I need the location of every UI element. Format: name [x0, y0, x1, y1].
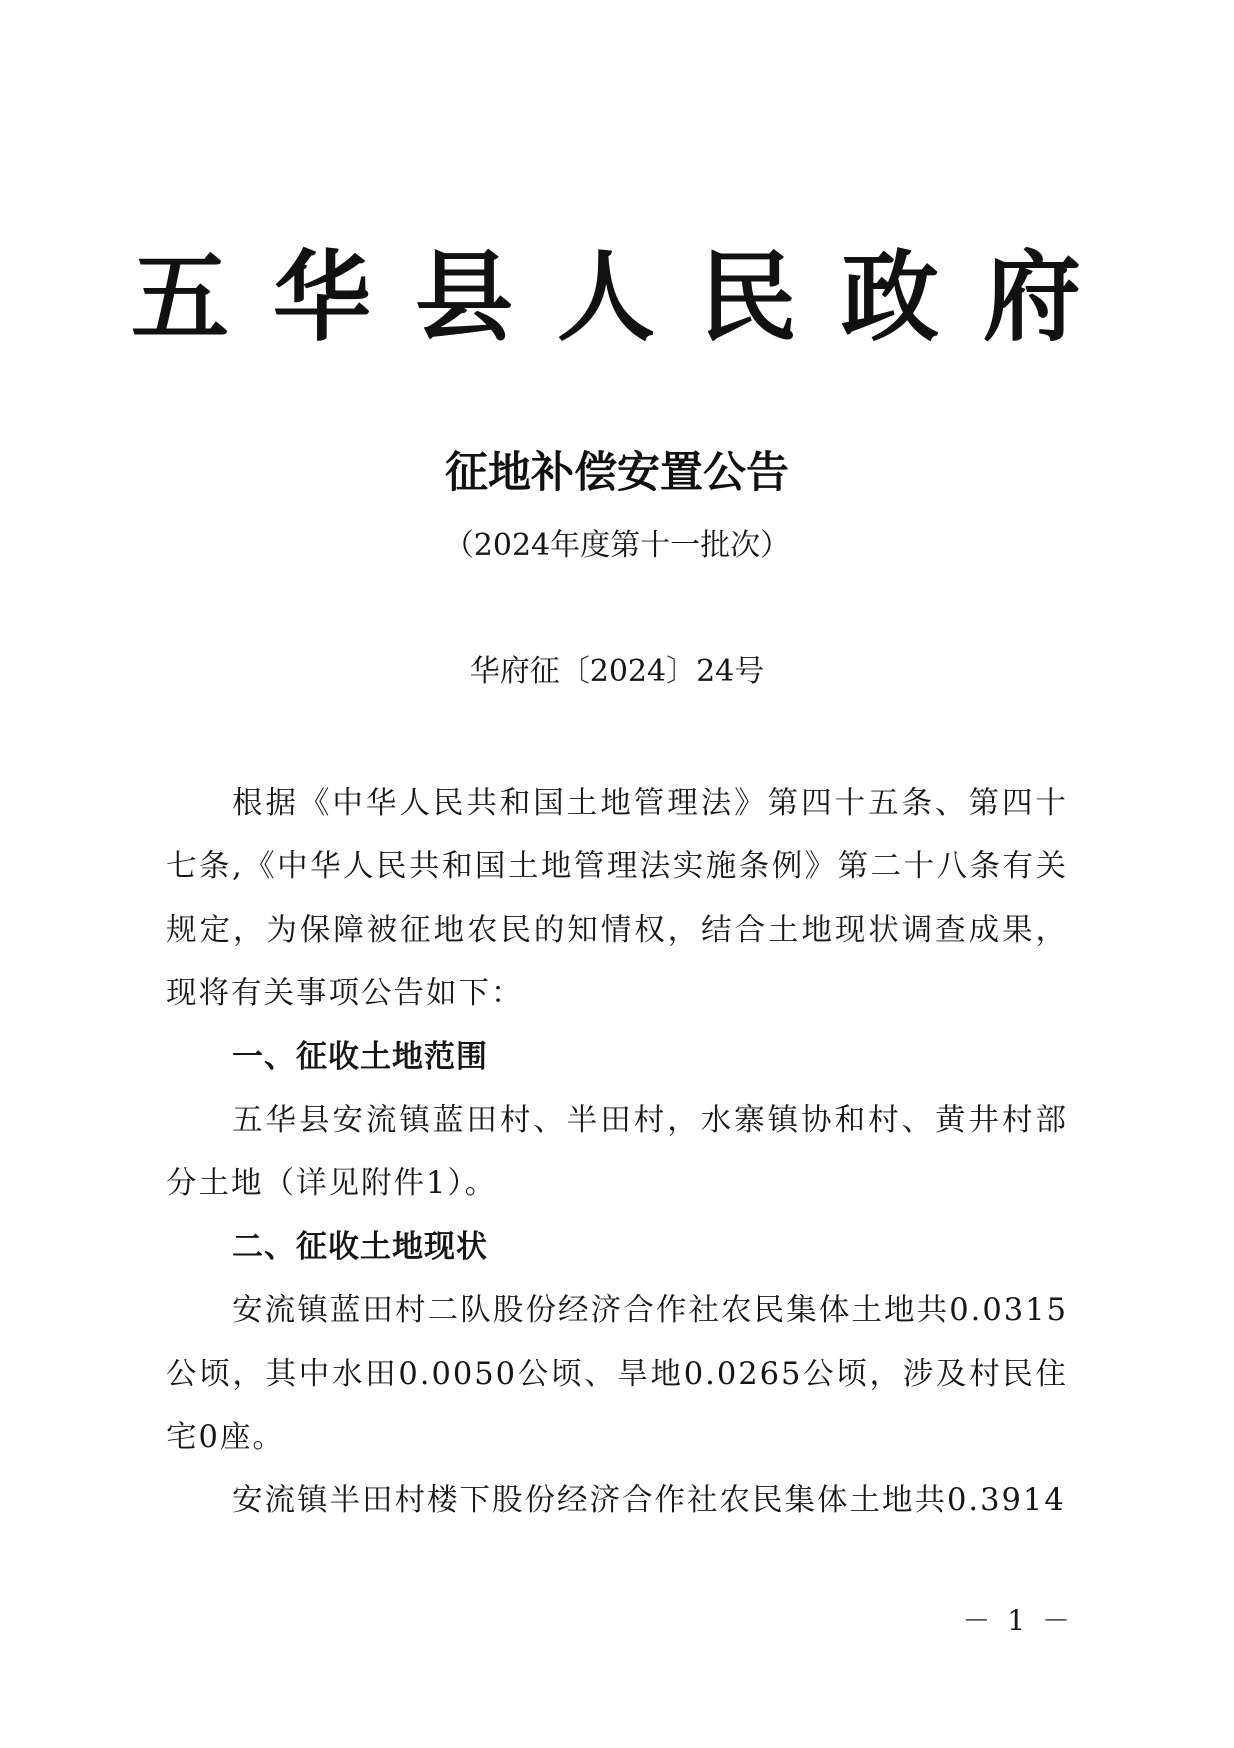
document-subtitle: （2024年度第十一批次）: [443, 528, 791, 563]
issuer-header: 五华县人民政府: [130, 240, 1125, 355]
document-title: 征地补偿安置公告: [445, 448, 789, 498]
intro-paragraph: 根据《中华人民共和国土地管理法》第四十五条、第四十七条,《中华人民共和国土地管理法实施条例》第二十八条有关规定，为保障被征地农民的知情权，结合土地现状调查成果，现将有关事项公告如下：: [166, 786, 1068, 1012]
scope-paragraph: 五华县安流镇蓝田村、半田村，水寨镇协和村、黄井村部分土地（详见附件1）。: [166, 1103, 1068, 1202]
document-body: [166, 772, 1068, 1533]
document-number: 华府征〔2024〕24号: [469, 654, 765, 689]
section-heading-status: 二、征收土地现状: [232, 1228, 488, 1265]
status-paragraph: 安流镇蓝田村二队股份经济合作社农民集体土地共0.0315公顷，其中水田0.0050公顷、旱地0.0265公顷，涉及村民住宅0座。: [166, 1293, 1068, 1456]
status-paragraph: 安流镇半田村楼下股份经济合作社农民集体土地共0.3914: [232, 1483, 1066, 1519]
section-heading-scope: 一、征收土地范围: [232, 1038, 488, 1075]
page-number: － 1 －: [962, 1604, 1074, 1637]
